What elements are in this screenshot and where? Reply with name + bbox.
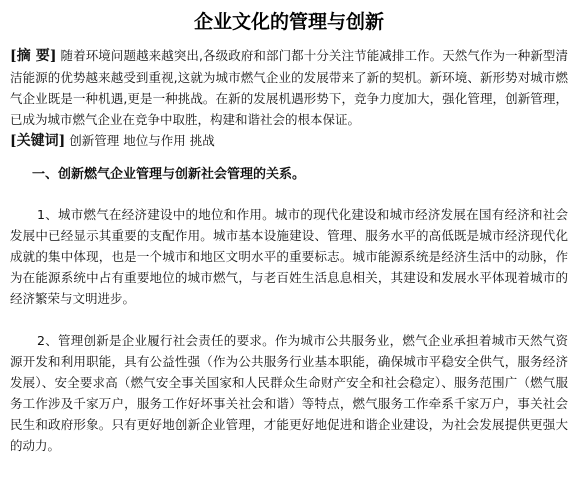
abstract-text: 随着环境问题越来越突出,各级政府和部门都十分关注节能减排工作。天然气作为一种新型清洁能源的优势越来越受到重视,这就为城市燃气企业的发展带来了新的契机。新环境、新形势对城市燃气企业既是一种机遇,更是一种挑战。在新的发展机遇形势下，竞争力度加大，强化管理，创新管理，已成为城市燃气企业在竞争中取胜，构建和谐社会的根本保证。 [10,48,568,127]
keyword-item: 挑战 [189,133,215,148]
keywords-line [10,130,568,152]
paragraph-gap [10,309,568,330]
abstract-tag: [摘 要] [10,48,57,64]
keywords-tag: [关键词] [10,133,66,149]
section-heading: 一、创新燃气企业管理与创新社会管理的关系。 [32,167,306,182]
keyword-item: 地位与作用 [123,133,186,148]
abstract-paragraph [10,45,568,130]
keyword-item: 创新管理 [69,133,120,148]
body-paragraph: 1、城市燃气在经济建设中的地位和作用。城市的现代化建设和城市经济发展在国有经济和社会发展中已经显示其重要的支配作用。城市基本设施建设、管理、服务水平的高低既是城市经济现代化成就的集中体现，也是一个城市和地区文明水平的重要标志。城市能源系统是经济生活中的动脉，作为在能源系统中占有重要地位的城市燃气，与老百姓生活息息相关，其建设和发展水平体现着城市的经济繁荣与文明进步。 [10,207,568,306]
body-paragraph: 2、管理创新是企业履行社会责任的要求。作为城市公共服务业，燃气企业承担着城市天然气资源开发和利用职能，具有公益性强（作为公共服务行业基本职能，确保城市平稳安全供气，服务经济发展）、安全要求高（燃气安全事关国家和人民群众生命财产安全和社会稳定）、服务范围广（燃气服务工作涉及千家万户，服务工作好坏事关社会和谐）等特点，燃气服务工作牵系千家万户，事关社会民生和政府形象。只有更好地创新企业管理，才能更好地促进和谐企业建设，为社会发展提供更强大的动力。 [10,333,568,453]
document-title: 企业文化的管理与创新 [193,11,384,33]
